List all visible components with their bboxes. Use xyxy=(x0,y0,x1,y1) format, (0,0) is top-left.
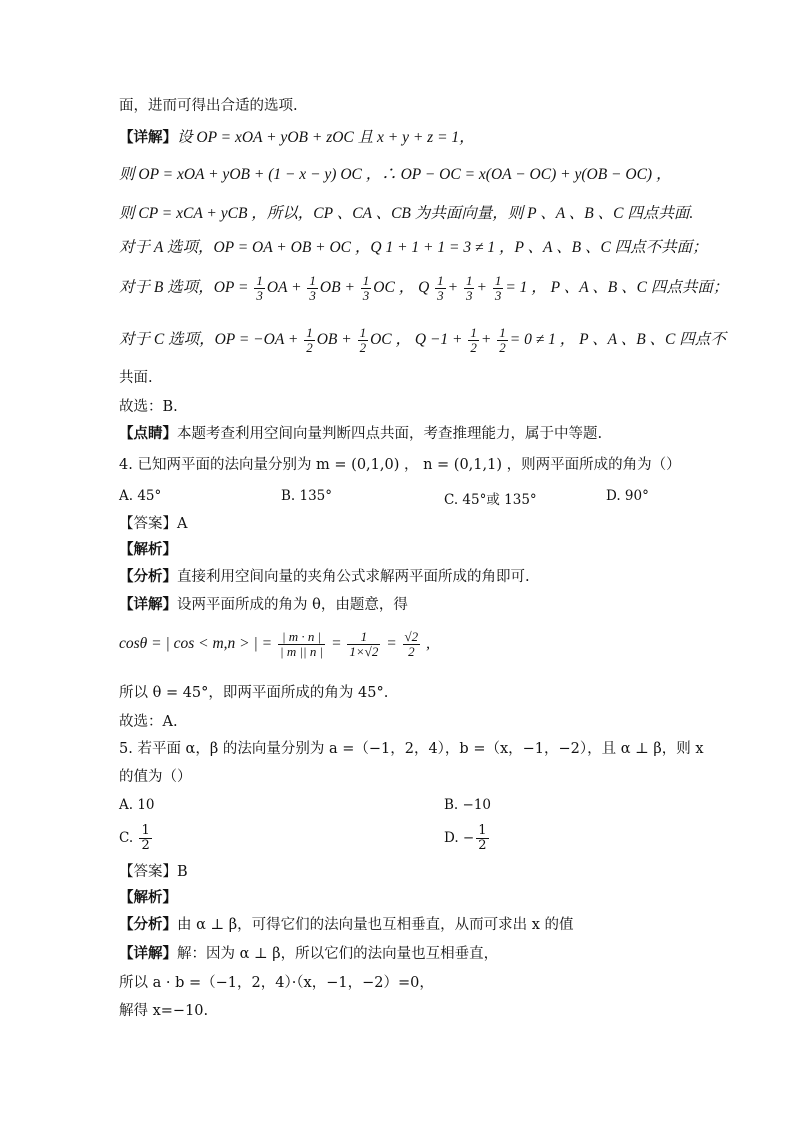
text-line: 故选：A. xyxy=(119,714,178,730)
option-b: B. 135° xyxy=(281,488,333,504)
fraction-numerator: 1 xyxy=(437,273,444,288)
option-a: A. 10 xyxy=(119,797,155,813)
fraction-denominator: 3 xyxy=(309,288,316,303)
section-tag: 【详解】 xyxy=(119,596,177,613)
text-line: 所以 θ = 45°，即两平面所成的角为 45°. xyxy=(119,685,389,701)
fraction-numerator: 1 xyxy=(494,273,502,288)
fraction xyxy=(468,326,479,355)
fraction xyxy=(139,824,151,853)
equation: 则 OP = xOA + yOB + (1 − x − y) OC ，∴ OP − OC = x(OA − OC) + y(OB − OC) ， xyxy=(119,166,672,183)
text-content: 由 α ⊥ β，可得它们的法向量也互相垂直，从而可求出 x 的值 xyxy=(177,917,574,933)
fraction-numerator: √2 xyxy=(404,629,419,644)
fraction-denominator: 2 xyxy=(470,340,477,355)
fraction xyxy=(435,274,446,303)
section-tag: 【详解】 xyxy=(119,945,177,962)
question-5: 5. 若平面 α，β 的法向量分别为 a =（−1，2，4），b =（x，−1，−2），且 α ⊥ β，则 x xyxy=(119,741,704,757)
option-label: D. − xyxy=(444,830,475,846)
answer: 【答案】A xyxy=(119,516,188,532)
fraction-denominator: 3 xyxy=(362,288,370,303)
fraction-numerator: | m · n | xyxy=(278,630,325,645)
option-d xyxy=(444,824,491,853)
text-content: 直接利用空间向量的夹角公式求解两平面所成的角即可. xyxy=(177,569,530,585)
equation-part: 对于 B 选项，OP = xyxy=(119,279,249,297)
equation-part: cosθ = | cos < m,n > | = xyxy=(119,635,273,653)
fraction-numerator: 1 xyxy=(465,273,473,288)
fraction-numerator: 1 xyxy=(347,630,380,645)
fraction-denominator: 2 xyxy=(359,340,367,355)
analysis-heading: 【解析】 xyxy=(119,541,177,558)
fraction-denominator: 2 xyxy=(499,340,506,355)
fraction xyxy=(254,274,265,303)
fraction-denominator: 1×√2 xyxy=(349,644,379,659)
equation: cosθ = | cos < m,n > | = $\frac{| m \cdot n |}{| m || n |}$ = $\frac{1}{1\times√2}$ = $\frac{√2}{2}$ , xyxy=(119,629,430,659)
fraction-numerator: 1 xyxy=(256,273,263,288)
fraction xyxy=(304,326,315,355)
fraction xyxy=(278,630,325,659)
equation-part: = 1 ， P 、A 、B 、C 四点共面； xyxy=(505,279,729,297)
text-line: 共面. xyxy=(119,370,153,386)
fraction xyxy=(358,326,369,355)
text-line: 面，进而可得出合适的选项. xyxy=(119,98,298,114)
fraction xyxy=(464,274,475,303)
text-line xyxy=(119,915,684,935)
text-line: 的值为（） xyxy=(119,769,192,785)
equation-part: OC ， Q −1 + xyxy=(370,331,463,349)
fraction xyxy=(307,274,318,303)
equation-part: OC ， Q xyxy=(373,279,430,297)
fraction xyxy=(403,630,421,659)
fraction-numerator: 1 xyxy=(478,823,487,838)
option-b: B. −10 xyxy=(444,797,491,813)
fraction xyxy=(476,824,488,853)
option-c: C. 45°或 135° xyxy=(444,492,537,508)
section-tag: 【分析】 xyxy=(119,568,177,585)
equation-part: OB + xyxy=(316,331,352,349)
option-d: D. 90° xyxy=(606,488,649,504)
fraction xyxy=(361,274,372,303)
option-label: C. xyxy=(119,830,134,846)
fraction-denominator: 3 xyxy=(437,288,444,303)
fraction-denominator: 3 xyxy=(256,288,263,303)
option-a: A. 45° xyxy=(119,488,162,504)
answer: 【答案】B xyxy=(119,864,188,880)
fraction-numerator: 1 xyxy=(362,273,370,288)
fraction-numerator: 1 xyxy=(141,823,150,838)
fraction xyxy=(493,274,504,303)
equation-part: OB + xyxy=(319,279,355,297)
fraction-denominator: 2 xyxy=(141,838,150,853)
text-content: 本题考查利用空间向量判断四点共面，考查推理能力，属于中等题. xyxy=(177,426,603,442)
fraction-denominator: 2 xyxy=(408,644,415,659)
text-line xyxy=(119,567,684,587)
text-content: 设两平面所成的角为 θ，由题意，得 xyxy=(177,597,408,613)
fraction-denominator: 2 xyxy=(306,340,313,355)
equation: 对于 A 选项，OP = OA + OB + OC ，Q 1 + 1 + 1 = 3 ≠ 1 ，P 、A 、B 、C 四点不共面； xyxy=(119,239,708,256)
fraction-numerator: 1 xyxy=(306,325,313,340)
section-tag: 【点睛】 xyxy=(119,425,177,442)
equation-part: 对于 C 选项，OP = −OA + xyxy=(119,331,299,349)
fraction-numerator: 1 xyxy=(359,325,367,340)
text-line: 故选：B. xyxy=(119,399,178,415)
fraction-denominator: | m || n | xyxy=(280,644,324,659)
fraction xyxy=(347,630,380,659)
text-content: 解：因为 α ⊥ β，所以它们的法向量也互相垂直， xyxy=(177,946,499,962)
text-line: 所以 a · b =（−1，2，4）·（x，−1，−2）=0， xyxy=(119,975,434,991)
section-tag: 【详解】 xyxy=(119,129,177,146)
option-c xyxy=(119,824,154,853)
fraction-numerator: 1 xyxy=(470,325,477,340)
equation-part: OA + xyxy=(266,279,302,297)
fraction-denominator: 3 xyxy=(465,288,473,303)
fraction-numerator: 1 xyxy=(309,273,316,288)
equation-part: = 0 ≠ 1 ， P 、A 、B 、C 四点不 xyxy=(509,331,726,349)
equation: 对于 C 选项，OP = −OA + $\frac{1}{2}$ OB + $\frac{1}{2}$ OC ， Q −1 + $\frac{1}{2}$ + $\frac{1}{2}$ = 0 ≠ 1 ， P 、A 、B 、C 四点不 xyxy=(119,325,726,355)
fraction-denominator: 3 xyxy=(494,288,502,303)
question-4: 4. 已知两平面的法向量分别为 m = (0,1,0) ， n = (0,1,1) ，则两平面所成的角为（） xyxy=(119,457,681,473)
equation: 对于 B 选项，OP = $\frac{1}{3}$ OA + $\frac{1}{3}$ OB + $\frac{1}{3}$ OC ， Q $\frac{1}{3}$ + $\frac{1}{3}$ + $\frac{1}{3}$ = 1 ， P 、A 、B 、C 四点共面； xyxy=(119,273,729,303)
text-line: 解得 x=−10. xyxy=(119,1003,209,1019)
analysis-heading: 【解析】 xyxy=(119,889,177,906)
fraction-numerator: 1 xyxy=(499,325,506,340)
fraction xyxy=(497,326,508,355)
text-line xyxy=(119,944,684,964)
text-line xyxy=(119,128,684,148)
equation: 设 OP = xOA + yOB + zOC 且 x + y + z = 1， xyxy=(177,129,475,146)
text-line xyxy=(119,595,684,615)
section-tag: 【分析】 xyxy=(119,916,177,933)
text-line xyxy=(119,424,684,444)
fraction-denominator: 2 xyxy=(478,838,487,853)
equation: 则 CP = xCA + yCB ，所以，CP 、CA 、CB 为共面向量，则 P 、A 、B 、C 四点共面. xyxy=(119,205,694,222)
